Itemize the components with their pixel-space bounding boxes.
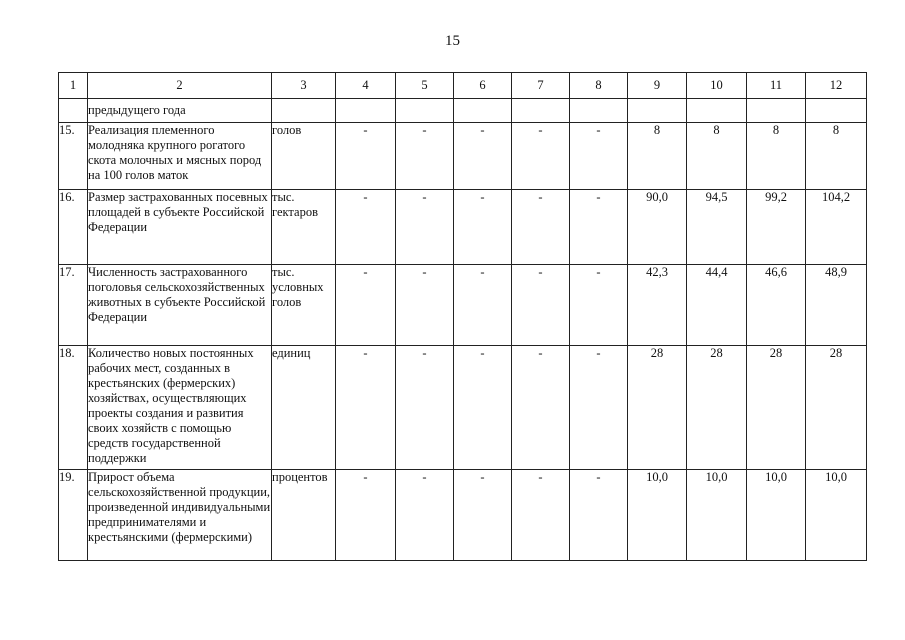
value-cell: 28 — [806, 346, 867, 470]
value-cell: 10,0 — [628, 470, 687, 561]
header-cell: 7 — [512, 73, 570, 99]
page-number: 15 — [445, 33, 460, 49]
value-cell: - — [570, 346, 628, 470]
table-row — [59, 123, 867, 190]
value-cell: - — [512, 123, 570, 190]
table-cell — [454, 99, 512, 123]
value-cell: 28 — [747, 346, 806, 470]
header-cell: 3 — [272, 73, 336, 99]
value-cell: 94,5 — [687, 190, 747, 265]
row-number: 16. — [59, 190, 88, 265]
value-cell: - — [396, 346, 454, 470]
header-cell: 10 — [687, 73, 747, 99]
header-cell: 5 — [396, 73, 454, 99]
header-cell: 11 — [747, 73, 806, 99]
header-cell: 6 — [454, 73, 512, 99]
table-cell — [272, 99, 336, 123]
value-cell: - — [454, 190, 512, 265]
row-number: 15. — [59, 123, 88, 190]
value-cell: - — [336, 346, 396, 470]
row-number: 18. — [59, 346, 88, 470]
table-cell — [806, 99, 867, 123]
value-cell: - — [512, 190, 570, 265]
indicator-name: Размер застрахованных посевных площадей в субъекте Российской Федерации — [88, 190, 272, 265]
value-cell: 44,4 — [687, 265, 747, 346]
value-cell: - — [570, 123, 628, 190]
header-cell: 4 — [336, 73, 396, 99]
value-cell: - — [336, 190, 396, 265]
header-cell: 12 — [806, 73, 867, 99]
header-cell: 2 — [88, 73, 272, 99]
value-cell: - — [336, 123, 396, 190]
header-row — [59, 73, 867, 99]
value-cell: 8 — [687, 123, 747, 190]
table-cell — [396, 99, 454, 123]
value-cell: 8 — [747, 123, 806, 190]
value-cell: 48,9 — [806, 265, 867, 346]
table-row — [59, 265, 867, 346]
value-cell: - — [512, 470, 570, 561]
indicator-name: Реализация племенного молодняка крупного рогатого скота молочных и мясных пород на 100 голов маток — [88, 123, 272, 190]
continuation-row — [59, 99, 867, 123]
value-cell: 104,2 — [806, 190, 867, 265]
indicator-name: Численность застрахованного поголовья сельскохозяйственных животных в субъекте Российской Федерации — [88, 265, 272, 346]
value-cell: 46,6 — [747, 265, 806, 346]
row-number: 17. — [59, 265, 88, 346]
value-cell: - — [336, 265, 396, 346]
value-cell: - — [454, 123, 512, 190]
table-cell — [747, 99, 806, 123]
value-cell: 10,0 — [806, 470, 867, 561]
table-cell — [687, 99, 747, 123]
value-cell: - — [396, 470, 454, 561]
indicator-name: Прирост объема сельскохозяйственной продукции, произведенной индивидуальными предпринимателями и крестьянскими (фермерскими) — [88, 470, 272, 561]
header-cell: 8 — [570, 73, 628, 99]
value-cell: 90,0 — [628, 190, 687, 265]
value-cell: - — [512, 346, 570, 470]
value-cell: 99,2 — [747, 190, 806, 265]
value-cell: - — [570, 190, 628, 265]
header-cell: 1 — [59, 73, 88, 99]
value-cell: - — [454, 470, 512, 561]
unit-cell: тыс. условных голов — [272, 265, 336, 346]
value-cell: - — [454, 346, 512, 470]
value-cell: - — [570, 470, 628, 561]
row-number: 19. — [59, 470, 88, 561]
value-cell: - — [570, 265, 628, 346]
value-cell: 28 — [628, 346, 687, 470]
unit-cell: процентов — [272, 470, 336, 561]
continuation-text: предыдущего года — [88, 99, 272, 123]
value-cell: 8 — [806, 123, 867, 190]
table-cell — [570, 99, 628, 123]
unit-cell: голов — [272, 123, 336, 190]
table-row — [59, 190, 867, 265]
unit-cell: тыс. гектаров — [272, 190, 336, 265]
value-cell: 10,0 — [747, 470, 806, 561]
value-cell: - — [396, 123, 454, 190]
table-row — [59, 346, 867, 470]
table-cell — [628, 99, 687, 123]
table-cell — [59, 99, 88, 123]
value-cell: - — [454, 265, 512, 346]
value-cell: 42,3 — [628, 265, 687, 346]
table-cell — [512, 99, 570, 123]
value-cell: - — [396, 190, 454, 265]
value-cell: - — [512, 265, 570, 346]
table-row — [59, 470, 867, 561]
header-cell: 9 — [628, 73, 687, 99]
indicator-name: Количество новых постоянных рабочих мест, созданных в крестьянских (фермерских) хозяйствах, осуществляющих проекты создания и развития своих хозяйств с помощью средств государственной поддержки — [88, 346, 272, 470]
indicators-table — [58, 72, 867, 561]
unit-cell: единиц — [272, 346, 336, 470]
value-cell: 28 — [687, 346, 747, 470]
value-cell: - — [336, 470, 396, 561]
value-cell: 10,0 — [687, 470, 747, 561]
value-cell: 8 — [628, 123, 687, 190]
table-cell — [336, 99, 396, 123]
value-cell: - — [396, 265, 454, 346]
